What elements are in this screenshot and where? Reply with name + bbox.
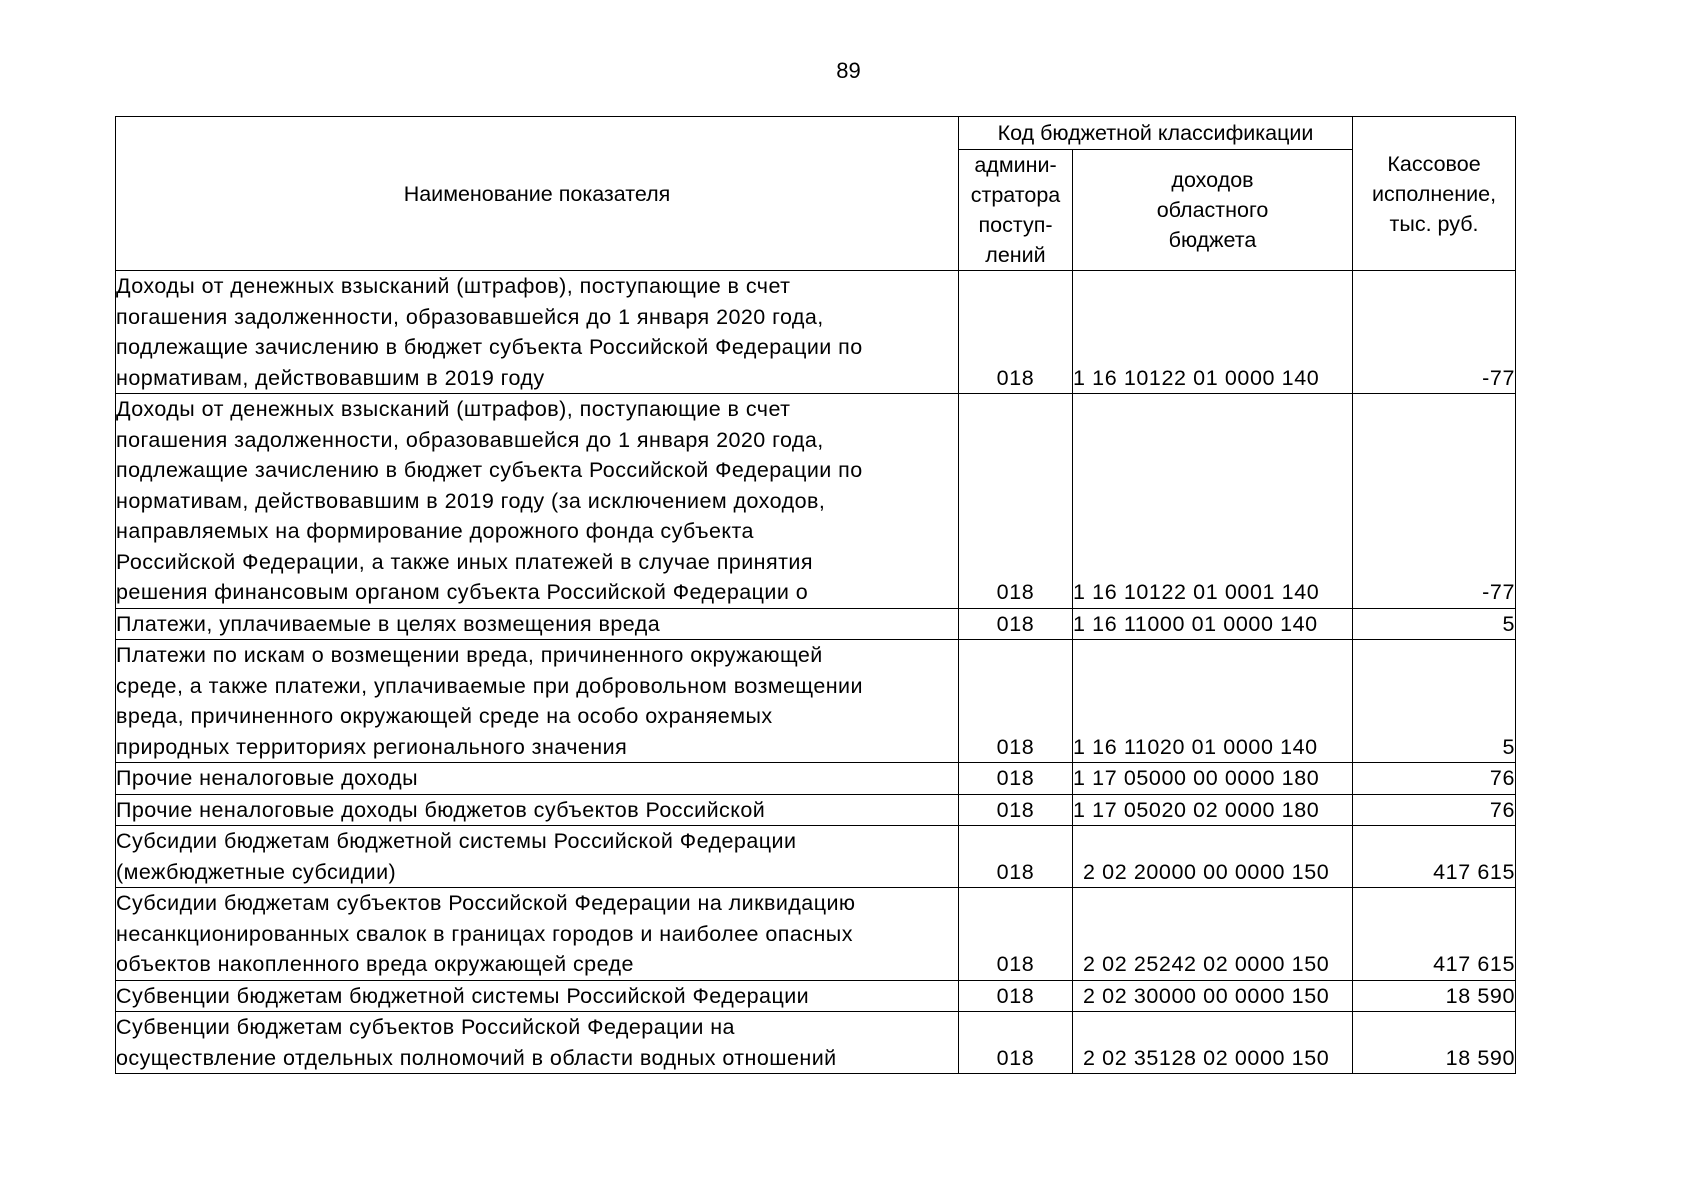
header-sum: Кассовое исполнение, тыс. руб. xyxy=(1353,117,1516,271)
budget-table xyxy=(115,116,1516,1074)
row-name-line: Российской Федерации, а также иных платежей в случае принятия xyxy=(116,549,813,574)
row-admin-code: 018 xyxy=(959,1012,1073,1074)
row-name xyxy=(116,826,959,888)
row-name-line: Платежи, уплачиваемые в целях возмещения вреда xyxy=(116,611,661,636)
table-row xyxy=(116,640,1516,763)
row-admin-code: 018 xyxy=(959,794,1073,826)
row-admin-code: 018 xyxy=(959,980,1073,1012)
row-name-line: подлежащие зачислению в бюджет субъекта Российской Федерации по xyxy=(116,458,863,482)
row-sum: -77 xyxy=(1353,271,1516,394)
row-sum: 18 590 xyxy=(1353,980,1516,1012)
row-sum: -77 xyxy=(1353,394,1516,609)
row-name-line: Доходы от денежных взысканий (штрафов), поступающие в счет xyxy=(116,274,791,298)
row-name-line: погашения задолженности, образовавшейся до 1 января 2020 года, xyxy=(116,304,824,329)
table-row xyxy=(116,888,1516,981)
row-name-line: решения финансовым органом субъекта Российской Федерации о xyxy=(116,580,809,604)
row-name-line: Субсидии бюджетам субъектов Российской Федерации на ликвидацию xyxy=(116,891,856,915)
row-sum: 417 615 xyxy=(1353,888,1516,981)
table-header xyxy=(116,117,1516,271)
row-name-line: подлежащие зачислению в бюджет субъекта Российской Федерации по xyxy=(116,335,863,359)
row-name xyxy=(116,888,959,981)
row-admin-code: 018 xyxy=(959,826,1073,888)
row-admin-code: 018 xyxy=(959,640,1073,763)
header-admin: админи- стратора поступ- лений xyxy=(959,150,1073,271)
table-row xyxy=(116,1012,1516,1074)
table-row xyxy=(116,826,1516,888)
row-admin-code: 018 xyxy=(959,271,1073,394)
row-income-code: 2 02 30000 00 0000 150 xyxy=(1073,980,1353,1012)
table-row xyxy=(116,608,1516,640)
row-name-line: осуществление отдельных полномочий в области водных отношений xyxy=(116,1045,837,1070)
row-name-line: (межбюджетные субсидии) xyxy=(116,859,397,884)
row-sum: 18 590 xyxy=(1353,1012,1516,1074)
row-name-line: Субвенции бюджетам субъектов Российской Федерации на xyxy=(116,1015,735,1039)
header-name: Наименование показателя xyxy=(116,117,959,271)
row-name-line: Субвенции бюджетам бюджетной системы Российской Федерации xyxy=(116,983,810,1008)
row-admin-code: 018 xyxy=(959,763,1073,795)
header-code-group: Код бюджетной классификации xyxy=(959,117,1353,150)
row-income-code: 2 02 25242 02 0000 150 xyxy=(1073,888,1353,981)
row-admin-code: 018 xyxy=(959,394,1073,609)
page-number: 89 xyxy=(836,58,861,83)
row-income-code: 1 17 05000 00 0000 180 xyxy=(1073,763,1353,795)
table-row xyxy=(116,394,1516,609)
table-body xyxy=(116,271,1516,1074)
row-name-line: природных территориях регионального значения xyxy=(116,734,628,759)
row-income-code: 1 17 05020 02 0000 180 xyxy=(1073,794,1353,826)
table-row xyxy=(116,794,1516,826)
row-name xyxy=(116,1012,959,1074)
row-name-line: вреда, причиненного окружающей среде на особо охраняемых xyxy=(116,704,773,728)
table-row xyxy=(116,271,1516,394)
row-name-line: несанкционированных свалок в границах городов и наиболее опасных xyxy=(116,921,853,946)
row-name xyxy=(116,271,959,394)
row-income-code: 1 16 11000 01 0000 140 xyxy=(1073,608,1353,640)
row-income-code: 1 16 11020 01 0000 140 xyxy=(1073,640,1353,763)
row-name-line: объектов накопленного вреда окружающей среде xyxy=(116,952,634,976)
row-sum: 5 xyxy=(1353,608,1516,640)
row-name xyxy=(116,794,959,826)
row-sum: 5 xyxy=(1353,640,1516,763)
row-name xyxy=(116,608,959,640)
header-income-code: доходов областного бюджета xyxy=(1073,150,1353,271)
row-income-code: 1 16 10122 01 0001 140 xyxy=(1073,394,1353,609)
row-name-line: нормативам, действовавшим в 2019 году (за исключением доходов, xyxy=(116,488,826,513)
row-name xyxy=(116,763,959,795)
row-name-line: среде, а также платежи, уплачиваемые при добровольном возмещении xyxy=(116,673,863,698)
table-row xyxy=(116,763,1516,795)
row-income-code: 2 02 20000 00 0000 150 xyxy=(1073,826,1353,888)
row-admin-code: 018 xyxy=(959,888,1073,981)
row-name-line: погашения задолженности, образовавшейся до 1 января 2020 года, xyxy=(116,427,824,452)
row-name-line: Прочие неналоговые доходы xyxy=(116,766,419,790)
table-row xyxy=(116,980,1516,1012)
row-name xyxy=(116,394,959,609)
row-name xyxy=(116,980,959,1012)
row-income-code: 1 16 10122 01 0000 140 xyxy=(1073,271,1353,394)
row-name-line: Прочие неналоговые доходы бюджетов субъектов Российской xyxy=(116,797,766,822)
row-admin-code: 018 xyxy=(959,608,1073,640)
row-sum: 76 xyxy=(1353,763,1516,795)
row-sum: 417 615 xyxy=(1353,826,1516,888)
row-sum: 76 xyxy=(1353,794,1516,826)
row-income-code: 2 02 35128 02 0000 150 xyxy=(1073,1012,1353,1074)
row-name-line: Субсидии бюджетам бюджетной системы Российской Федерации xyxy=(116,829,797,853)
row-name-line: направляемых на формирование дорожного фонда субъекта xyxy=(116,519,754,543)
row-name xyxy=(116,640,959,763)
row-name-line: Доходы от денежных взысканий (штрафов), поступающие в счет xyxy=(116,397,791,421)
row-name-line: нормативам, действовавшим в 2019 году xyxy=(116,365,545,390)
row-name-line: Платежи по искам о возмещении вреда, причиненного окружающей xyxy=(116,643,823,667)
